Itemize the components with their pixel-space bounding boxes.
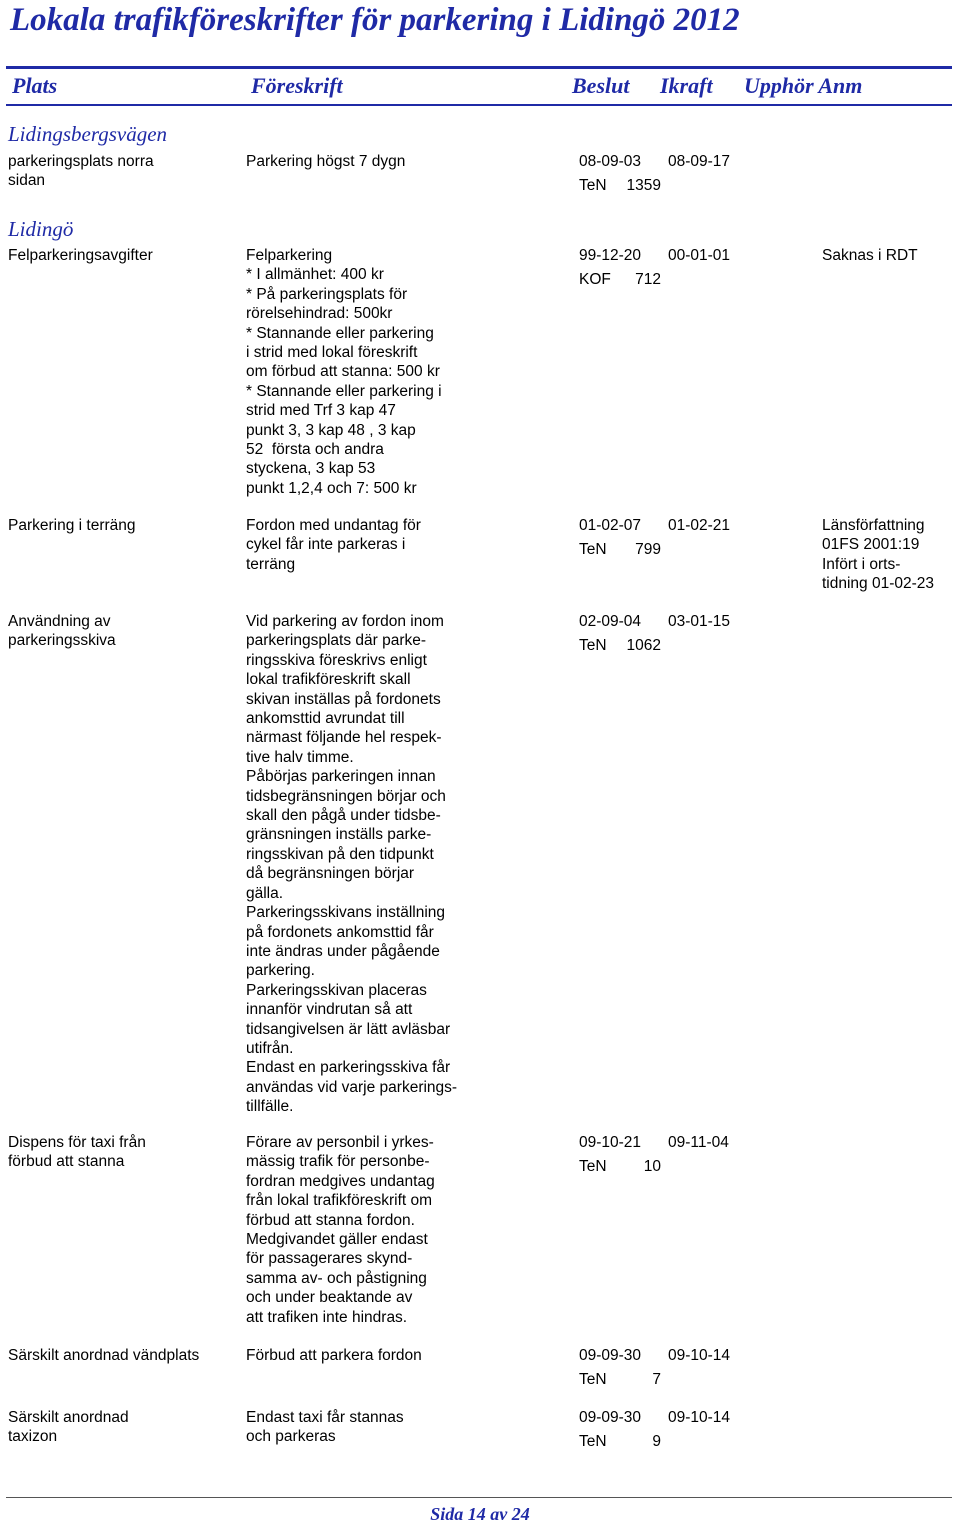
- entry-foreskrift: Förbud att parkera fordon: [246, 1347, 422, 1364]
- entry-anm: Saknas i RDT: [822, 247, 918, 264]
- entry-ikraft: 00-01-01: [668, 247, 731, 264]
- section-heading: Lidingö: [8, 217, 74, 241]
- column-header-ikraft: Ikraft: [660, 73, 713, 98]
- entry-ref-org: TeN: [579, 541, 607, 558]
- entry-ref-org: TeN: [579, 1433, 607, 1450]
- section-heading: Lidingsbergsvägen: [8, 122, 168, 146]
- entry-plats: Dispens för taxi från förbud att stanna: [8, 1134, 146, 1171]
- entry-ikraft: 09-11-04: [668, 1134, 729, 1151]
- entry-foreskrift: Endast taxi får stannas och parkeras: [246, 1409, 404, 1446]
- entry-foreskrift: Parkering högst 7 dygn: [246, 153, 406, 170]
- entry-plats: Felparkeringsavgifter: [8, 247, 153, 264]
- entry-foreskrift: Vid parkering av fordon inom parkeringsplats där parke- ringsskiva föreskrivs enligt lokal trafikföreskrift skall skivan inställas på fordonets ankomsttid avrundat till närmast följande hel respek- tive halv timme. Påbörjas parkeringen innan tidsbegränsningen börjar och skall den pågå under tidsbe- gränsningen inställs parke- ringsskivan på den tidpunkt då begränsningen börjar gälla. Parkeringsskivans inställning på fordonets ankomsttid får inte ändras under pågående parkering. Parkeringsskivan placeras innanför vindrutan så att tidsangivelsen är lätt avläsbar utifrån. Endast en parkeringsskiva får användas vid varje parkerings- tillfälle.: [246, 613, 458, 1116]
- column-header-upphor-anm: Upphör Anm: [744, 73, 863, 98]
- entry-ref-org: KOF: [579, 271, 611, 288]
- entry-ref-num: 9: [652, 1433, 661, 1450]
- entry-beslut: 08-09-03: [579, 153, 642, 170]
- entry-ref-org: TeN: [579, 1371, 607, 1388]
- entry-foreskrift: Fordon med undantag för cykel får inte parkeras i terräng: [246, 517, 421, 573]
- entry-beslut: 09-09-30: [579, 1409, 642, 1426]
- entry-ref-org: TeN: [579, 637, 607, 654]
- entry-ref-org: TeN: [579, 1158, 607, 1175]
- entry-plats: Parkering i terräng: [8, 517, 136, 534]
- entry-ref-num: 7: [652, 1371, 661, 1388]
- entry-beslut: 09-10-21: [579, 1134, 642, 1151]
- entry-beslut: 09-09-30: [579, 1347, 642, 1364]
- entry-plats: Särskilt anordnad vändplats: [8, 1347, 200, 1364]
- entry-ikraft: 03-01-15: [668, 613, 731, 630]
- entry-ref-num: 799: [635, 541, 661, 558]
- entry-foreskrift: Felparkering * I allmänhet: 400 kr * På parkeringsplats för rörelsehindrad: 500kr * Stannande eller parkering i strid med lokal föreskrift om förbud att stanna: 500 kr * Stannande eller parkering i strid med Trf 3 kap 47 punkt 3, 3 kap 48 , 3 kap 52 första och andra styckena, 3 kap 53 punkt 1,2,4 och 7: 500 kr: [246, 247, 442, 497]
- entry-ref-org: TeN: [579, 177, 607, 194]
- document-title: Lokala trafikföreskrifter för parkering i Lidingö 2012: [10, 2, 740, 38]
- entry-plats: Användning av parkeringsskiva: [8, 613, 116, 650]
- entry-beslut: 02-09-04: [579, 613, 642, 630]
- column-header-plats: Plats: [12, 73, 58, 98]
- entry-ikraft: 01-02-21: [668, 517, 731, 534]
- entry-plats: Särskilt anordnad taxizon: [8, 1409, 129, 1446]
- entry-ref-num: 1062: [626, 637, 661, 654]
- entry-foreskrift: Förare av personbil i yrkes- mässig trafik för personbe- fordran medgives undantag från lokal trafikföreskrift om förbud att stanna fordon. Medgivandet gäller endast för passagerares skynd- samma av- och påstigning och under beaktande av att trafiken inte hindras.: [246, 1134, 435, 1326]
- entry-ikraft: 09-10-14: [668, 1409, 731, 1426]
- entry-plats: parkeringsplats norra sidan: [8, 153, 154, 190]
- entry-ref-num: 10: [643, 1158, 661, 1175]
- entry-anm: Länsförfattning 01FS 2001:19 Infört i orts- tidning 01-02-23: [822, 517, 935, 593]
- footer-rule: [6, 1497, 952, 1498]
- entry-ref-num: 1359: [626, 177, 661, 194]
- entry-ikraft: 09-10-14: [668, 1347, 731, 1364]
- entry-ikraft: 08-09-17: [668, 153, 731, 170]
- entry-ref-num: 712: [635, 271, 661, 288]
- title-rule: [6, 66, 952, 69]
- column-header-beslut: Beslut: [572, 73, 630, 98]
- entry-beslut: 99-12-20: [579, 247, 642, 264]
- column-header-foreskrift: Föreskrift: [251, 73, 343, 98]
- header-rule: [6, 104, 952, 106]
- page-number: Sida 14 av 24: [430, 1504, 530, 1524]
- entry-beslut: 01-02-07: [579, 517, 642, 534]
